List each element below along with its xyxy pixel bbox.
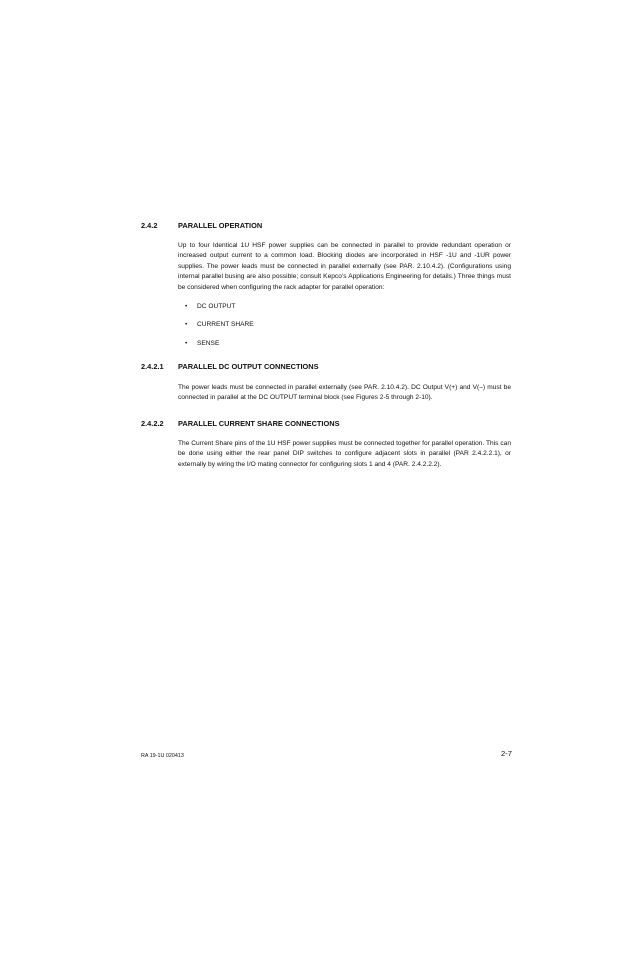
section-number: 2.4.2	[141, 221, 158, 230]
section-title: PARALLEL DC OUTPUT CONNECTIONS	[178, 362, 319, 371]
section-title: PARALLEL OPERATION	[178, 221, 263, 230]
section-number: 2.4.2.1	[141, 362, 164, 371]
bullet-list	[185, 302, 511, 349]
footer-doc-id: RA 19-1U 020413	[141, 753, 184, 759]
bullet-icon: •	[185, 339, 188, 347]
section-body: Up to four Identical 1U HSF power supplies can be connected in parallel to provide redundant operation or increased output current to a common load. Blocking diodes are incorporated in HSF -1U and -1UR power supplies. The power leads must be connected in parallel externally (see PAR. 2.10.4.2). (Configurations using internal parallel busing are also possible; consult Kepco’s Applications Engineering for details.) Three things must be considered when configuring the rack adapter for parallel operation:	[178, 242, 511, 291]
list-item: • SENSE	[185, 339, 220, 347]
section-body: The Current Share pins of the 1U HSF power supplies must be connected together for parallel operation. This can be done using either the rear panel DIP switches to configure adjacent slots in parallel (PAR 2.4.2.2.1), or externally by wiring the I/O mating connector for configuring slots 1 and 4 (PAR. 2.4.2.2.2).	[178, 440, 511, 468]
section-heading	[141, 361, 511, 373]
bullet-icon: •	[185, 303, 188, 311]
section-parallel-operation	[141, 220, 511, 357]
list-item: • DC OUTPUT	[185, 303, 236, 311]
section-heading	[141, 220, 511, 232]
section-body: The power leads must be connected in parallel externally (see PAR. 2.10.4.2). DC Output V(+) and V(–) must be connected in parallel at the DC OUTPUT terminal block (see Figures 2-5 through 2-10).	[178, 384, 511, 402]
section-title: PARALLEL CURRENT SHARE CONNECTIONS	[178, 419, 340, 428]
section-number: 2.4.2.2	[141, 419, 164, 428]
bullet-icon: •	[185, 321, 188, 329]
list-item: • CURRENT SHARE	[185, 321, 254, 329]
section-parallel-current-share	[141, 418, 511, 470]
footer-page-number: 2-7	[501, 749, 512, 758]
section-heading	[141, 418, 511, 430]
section-parallel-dc-output	[141, 361, 511, 404]
